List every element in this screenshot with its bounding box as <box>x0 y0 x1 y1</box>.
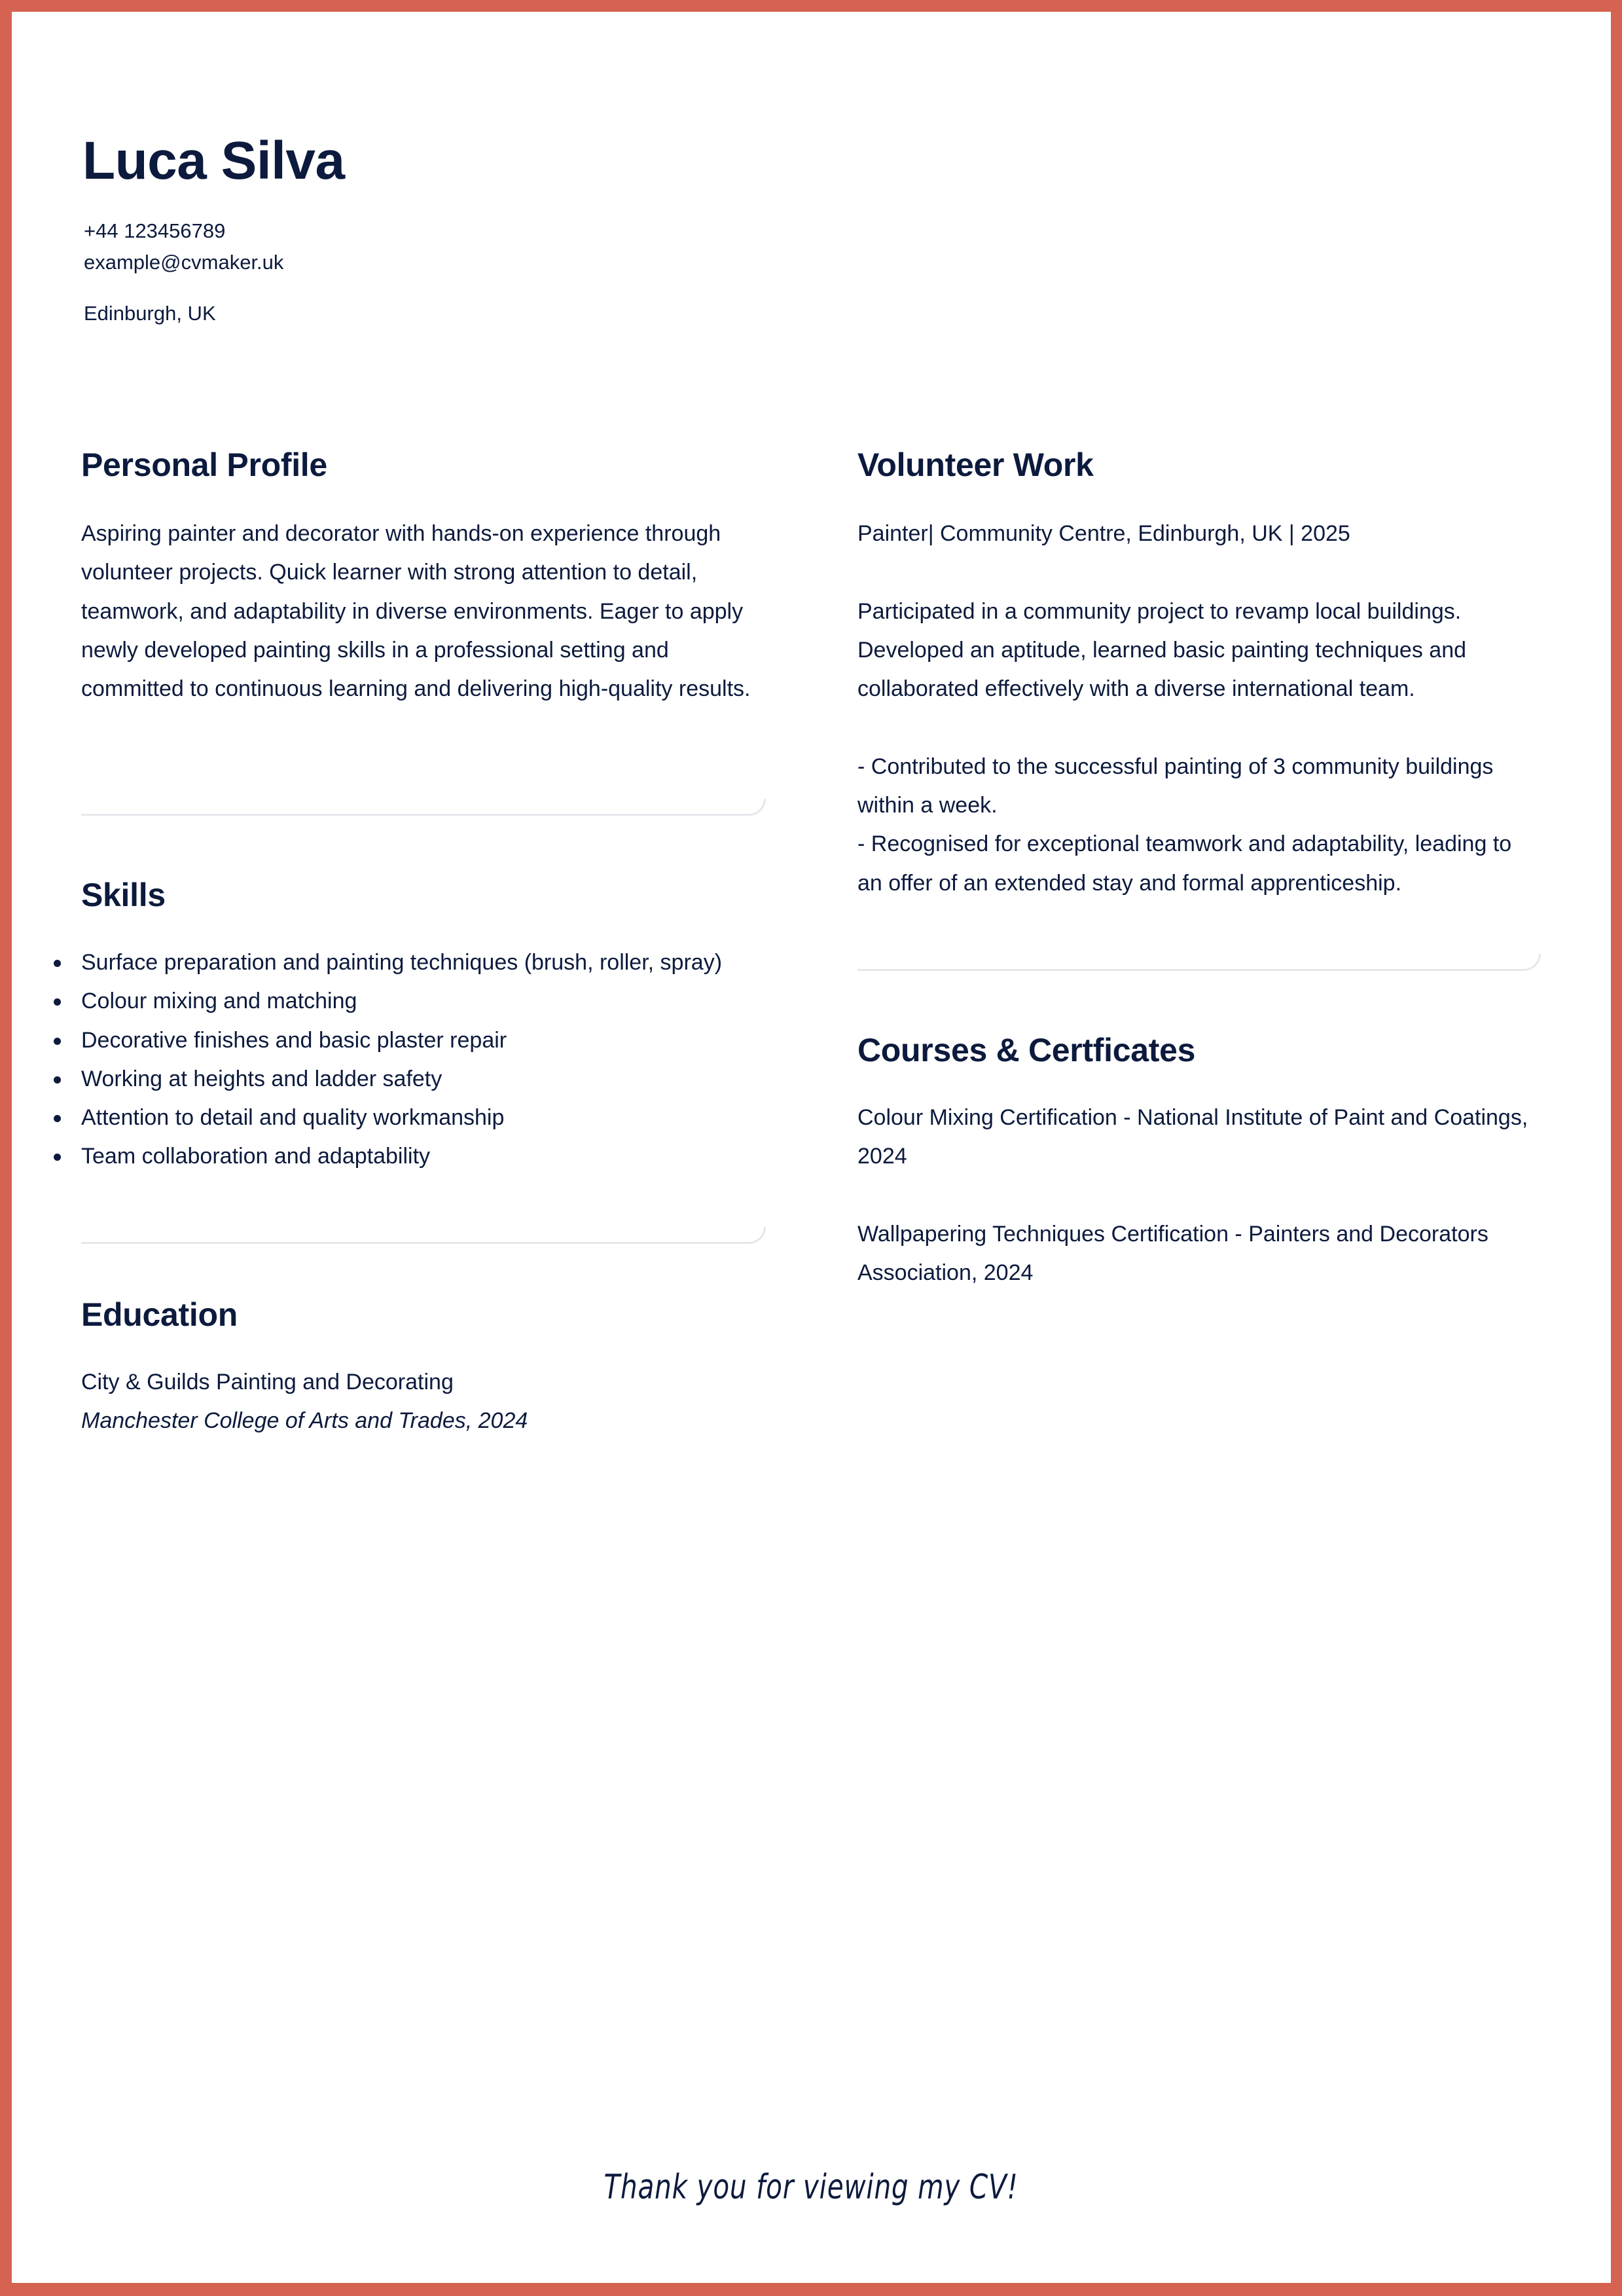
skill-label: Decorative finishes and basic plaster repair <box>81 1027 507 1053</box>
achievement-item: - Contributed to the successful painting of 3 community buildings within a week. <box>857 754 1494 818</box>
section-divider <box>81 1227 766 1244</box>
skill-item <box>81 1060 766 1099</box>
skill-label: Team collaboration and adaptability <box>81 1144 431 1169</box>
personal-profile-text: Aspiring painter and decorator with hands-on experience through volunteer projects. Quick learner with strong attention to detail, teamwork, and adaptability in diverse environments. Eager to apply newly developed painting skills in a professional setting and committed to continuous learning and delivering high-quality results. <box>81 521 751 702</box>
volunteer-work-section <box>857 445 1541 903</box>
skill-item <box>81 1099 766 1137</box>
achievement-item: - Recognised for exceptional teamwork and adaptability, leading to an offer of an extended stay and formal apprenticeship. <box>857 831 1512 896</box>
education-institution: Manchester College of Arts and Trades, 2024 <box>81 1408 528 1434</box>
volunteer-description: Participated in a community project to revamp local buildings. Developed an aptitude, learned basic painting techniques and collaborated effectively with a diverse international team. <box>857 598 1467 702</box>
skill-label: Surface preparation and painting techniques (brush, roller, spray) <box>81 950 723 975</box>
contact-email: example@cvmaker.uk <box>84 251 284 274</box>
skill-label: Colour mixing and matching <box>81 989 357 1014</box>
contact-phone: +44 123456789 <box>84 219 226 242</box>
candidate-name: Luca Silva <box>82 131 345 191</box>
education-section <box>81 1295 766 1441</box>
volunteer-achievements <box>857 748 1541 903</box>
skills-section <box>81 875 766 1176</box>
skill-item <box>81 1021 766 1060</box>
skills-list <box>81 943 766 1176</box>
section-divider <box>857 954 1541 971</box>
section-title-personal-profile: Personal Profile <box>81 446 327 483</box>
skill-item <box>81 1137 766 1176</box>
bullet-icon <box>54 1076 61 1084</box>
courses-section <box>857 1030 1541 1292</box>
skill-label: Attention to detail and quality workmanship <box>81 1105 505 1131</box>
volunteer-role: Painter| Community Centre, Edinburgh, UK | 2025 <box>857 521 1350 546</box>
bullet-icon <box>54 1038 61 1045</box>
certificate-item: Wallpapering Techniques Certification - Painters and Decorators Association, 2024 <box>857 1221 1488 1286</box>
skill-label: Working at heights and ladder safety <box>81 1066 442 1091</box>
footer-thank-you: Thank you for viewing my CV! <box>604 2168 1018 2207</box>
skill-item <box>81 982 766 1021</box>
education-qualification: City & Guilds Painting and Decorating <box>81 1370 454 1394</box>
bullet-icon <box>54 960 61 967</box>
section-divider <box>81 799 766 816</box>
personal-profile-section <box>81 445 766 708</box>
contact-location: Edinburgh, UK <box>84 302 216 325</box>
certificate-item: Colour Mixing Certification - National Institute of Paint and Coatings, 2024 <box>857 1105 1528 1169</box>
section-title-volunteer-work: Volunteer Work <box>857 446 1094 483</box>
skill-item <box>81 943 766 982</box>
section-title-education: Education <box>81 1296 238 1333</box>
section-title-skills: Skills <box>81 877 166 913</box>
section-title-courses: Courses & Certficates <box>857 1032 1196 1068</box>
